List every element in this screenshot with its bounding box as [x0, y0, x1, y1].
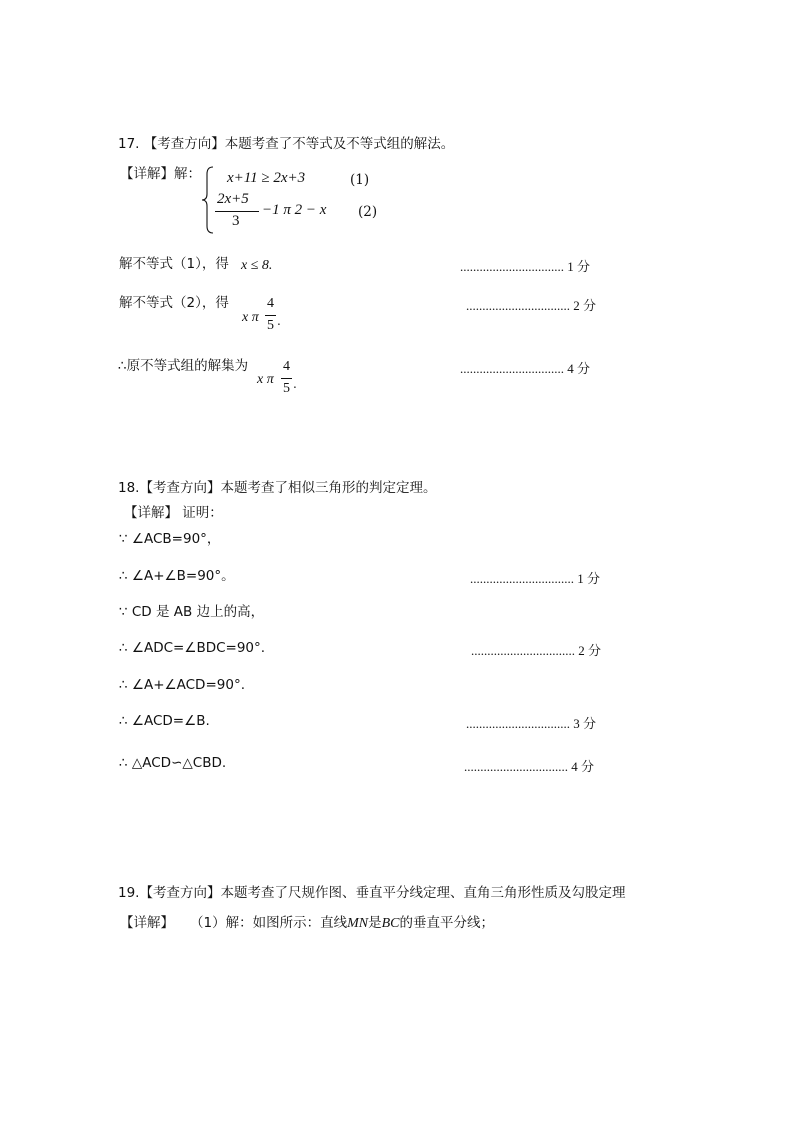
q17-step3-frac-num: 4	[283, 359, 290, 374]
q18-line-6-score: ................................ 3 分	[466, 716, 597, 731]
q18-line-3: ∵ CD 是 AB 边上的高，	[119, 604, 265, 620]
q18-line-4-score: ................................ 2 分	[471, 643, 602, 658]
system-line1-number: (1)	[350, 172, 370, 188]
system-line2-rest: −1 π 2 − x	[262, 202, 327, 218]
q18-detail-label: 【详解】 证明：	[124, 505, 223, 521]
q17-step3-frac-den: 5	[283, 381, 290, 396]
q17-step1-result: x ≤ 8.	[241, 258, 273, 273]
q17-step2-text: 解不等式（2），得	[119, 295, 229, 311]
q17-step2-frac-bar	[265, 315, 276, 316]
q17-step3-result-left: x π	[257, 372, 274, 387]
q18-line-5: ∴ ∠A+∠ACD=90°.	[119, 677, 245, 693]
q19-detail-text	[190, 914, 494, 933]
q17-step3-frac-bar	[281, 378, 292, 379]
q17-step3-dot: .	[293, 377, 297, 391]
system-line2-numerator: 2x+5	[217, 191, 249, 207]
system-line2-number: (2)	[358, 204, 378, 220]
q18-title: 18.【考查方向】本题考查了相似三角形的判定定理。	[118, 480, 437, 496]
q19-detail-mid: 是	[368, 915, 382, 931]
q17-step1-score: ................................ 1 分	[460, 259, 591, 274]
q18-line-4: ∴ ∠ADC=∠BDC=90°.	[119, 640, 266, 656]
q19-title: 19.【考查方向】本题考查了尺规作图、垂直平分线定理、直角三角形性质及勾股定理	[118, 885, 626, 901]
q19-detail-post: 的垂直平分线；	[399, 915, 494, 931]
q17-step2-frac-den: 5	[267, 318, 274, 333]
q17-step2-dot: .	[277, 314, 281, 328]
q17-step2-score: ................................ 2 分	[466, 298, 597, 313]
q17-step2-frac-num: 4	[267, 296, 274, 311]
q17-step1-text: 解不等式（1），得	[119, 256, 229, 272]
q17-step3-text: ∴原不等式组的解集为	[118, 358, 249, 374]
q17-detail-label: 【详解】解：	[120, 166, 201, 182]
system-line2-fraction-bar	[215, 211, 259, 212]
q18-line-7-score: ................................ 4 分	[464, 759, 595, 774]
q17-title: 17. 【考查方向】本题考查了不等式及不等式组的解法。	[118, 136, 455, 152]
q18-line-1: ∵ ∠ACB=90°，	[119, 531, 221, 547]
q19-detail-mn: MN	[347, 916, 369, 931]
system-line2-denominator: 3	[232, 213, 240, 229]
system-brace	[201, 166, 215, 234]
q18-line-2: ∴ ∠A+∠B=90°。	[119, 568, 235, 584]
q18-line-6: ∴ ∠ACD=∠B.	[119, 713, 210, 729]
q19-detail-pre: （1）解：如图所示：直线	[190, 915, 348, 931]
system-line1: x+11 ≥ 2x+3	[227, 170, 306, 186]
q18-line-7: ∴ △ACD∽△CBD.	[119, 755, 227, 771]
q19-detail-label: 【详解】	[120, 915, 174, 931]
q18-line-2-score: ................................ 1 分	[470, 571, 601, 586]
q17-step3-score: ................................ 4 分	[460, 361, 591, 376]
q17-step2-result-left: x π	[242, 310, 259, 325]
q19-detail-bc: BC	[381, 916, 400, 931]
